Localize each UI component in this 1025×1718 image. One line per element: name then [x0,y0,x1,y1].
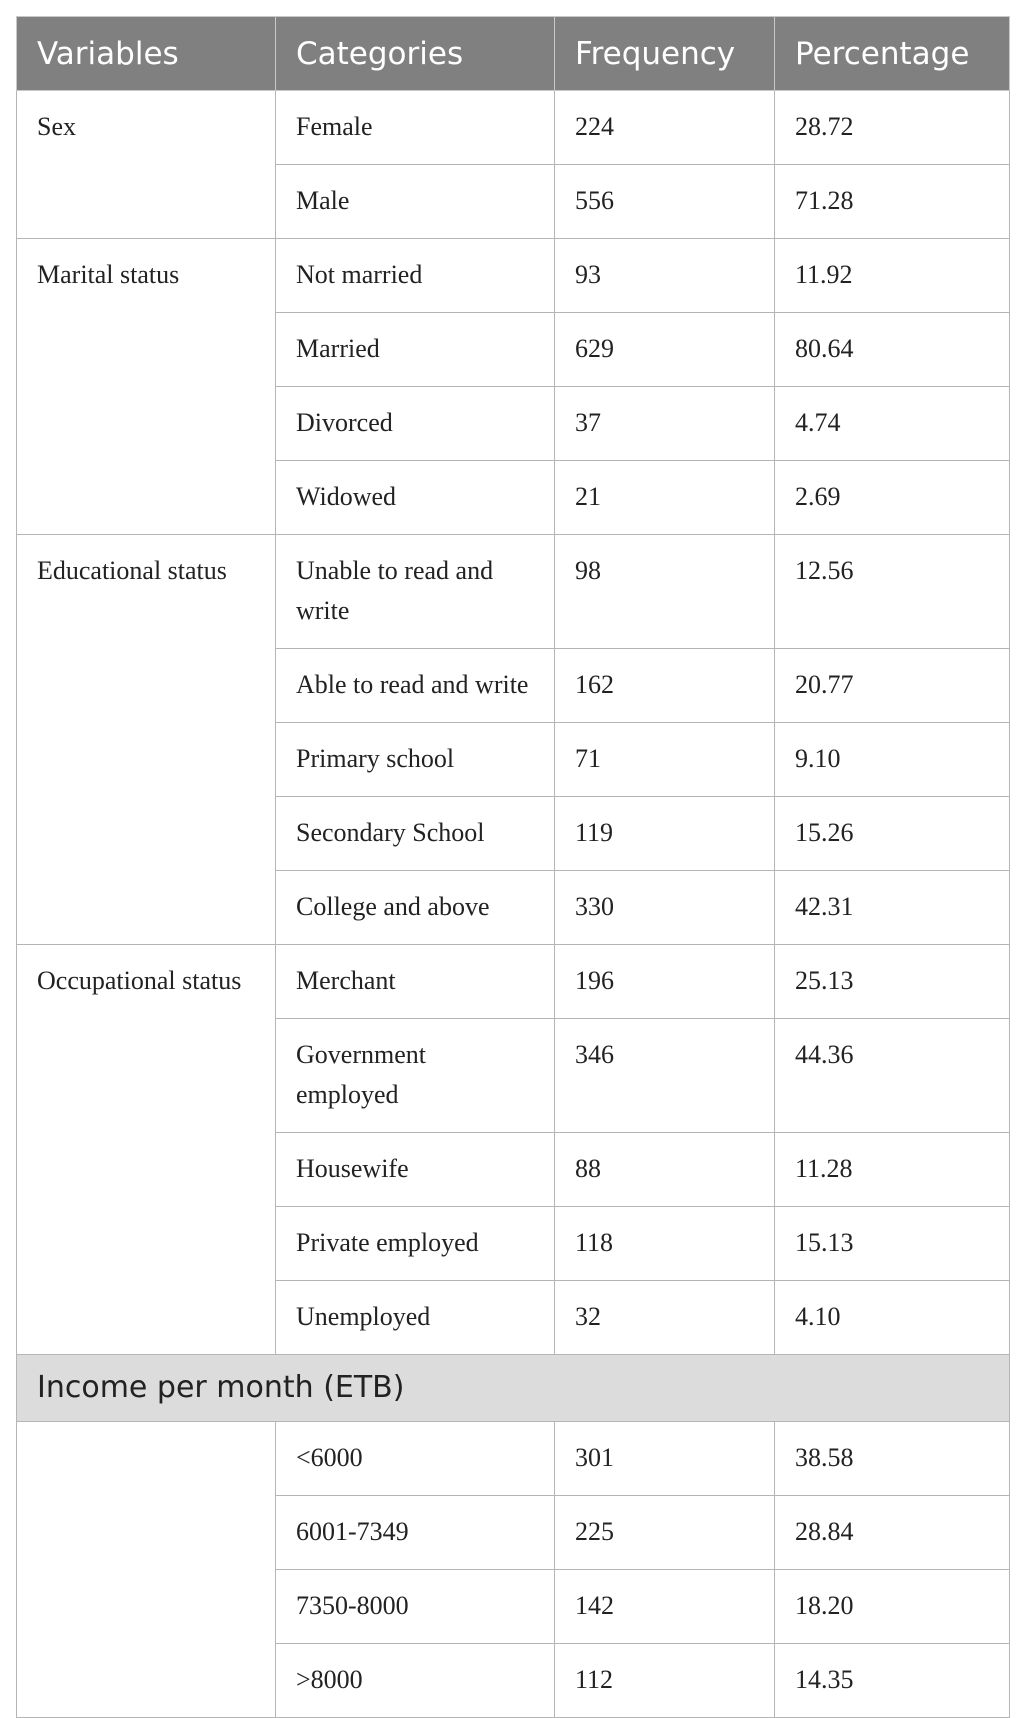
category-cell: Primary school [276,723,555,797]
variable-cell: Marital status [17,239,276,535]
category-cell: Able to read and write [276,649,555,723]
percentage-cell: 15.26 [775,797,1010,871]
percentage-cell: 25.13 [775,945,1010,1019]
category-cell: Married [276,313,555,387]
frequency-cell: 32 [555,1281,775,1355]
frequency-cell: 301 [555,1422,775,1496]
percentage-cell: 20.77 [775,649,1010,723]
percentage-cell: 4.74 [775,387,1010,461]
frequency-cell: 196 [555,945,775,1019]
frequency-cell: 346 [555,1019,775,1133]
category-cell: Female [276,91,555,165]
table-row [17,239,1010,313]
category-cell: College and above [276,871,555,945]
frequency-cell: 556 [555,165,775,239]
variable-cell: Occupational status [17,945,276,1355]
category-cell: Private employed [276,1207,555,1281]
category-cell: >8000 [276,1644,555,1718]
percentage-cell: 4.10 [775,1281,1010,1355]
category-cell: Government employed [276,1019,555,1133]
table-container [16,16,1009,1718]
percentage-cell: 11.28 [775,1133,1010,1207]
percentage-cell: 12.56 [775,535,1010,649]
percentage-cell: 80.64 [775,313,1010,387]
percentage-cell: 11.92 [775,239,1010,313]
variable-cell: Sex [17,91,276,239]
percentage-cell: 44.36 [775,1019,1010,1133]
frequency-cell: 225 [555,1496,775,1570]
table-body [17,91,1010,1718]
percentage-cell: 28.84 [775,1496,1010,1570]
category-cell: <6000 [276,1422,555,1496]
section-row [17,1355,1010,1422]
frequency-cell: 88 [555,1133,775,1207]
frequency-cell: 98 [555,535,775,649]
frequency-cell: 330 [555,871,775,945]
frequency-cell: 118 [555,1207,775,1281]
table-row [17,1422,1010,1496]
frequency-cell: 162 [555,649,775,723]
frequency-cell: 112 [555,1644,775,1718]
category-cell: Divorced [276,387,555,461]
variable-cell [17,1422,276,1718]
table-row [17,535,1010,649]
category-cell: Unable to read and write [276,535,555,649]
frequency-cell: 93 [555,239,775,313]
frequency-cell: 224 [555,91,775,165]
percentage-cell: 14.35 [775,1644,1010,1718]
section-title: Income per month (ETB) [17,1355,1010,1422]
header-categories: Categories [276,17,555,91]
category-cell: 7350-8000 [276,1570,555,1644]
percentage-cell: 38.58 [775,1422,1010,1496]
category-cell: Not married [276,239,555,313]
category-cell: Merchant [276,945,555,1019]
variable-cell: Educational status [17,535,276,945]
category-cell: Widowed [276,461,555,535]
category-cell: Secondary School [276,797,555,871]
table-row [17,945,1010,1019]
header-row [17,17,1010,91]
percentage-cell: 42.31 [775,871,1010,945]
percentage-cell: 18.20 [775,1570,1010,1644]
table-row [17,91,1010,165]
frequency-cell: 629 [555,313,775,387]
header-percentage: Percentage [775,17,1010,91]
category-cell: Male [276,165,555,239]
frequency-cell: 142 [555,1570,775,1644]
frequency-cell: 119 [555,797,775,871]
demographics-table [16,16,1010,1718]
category-cell: Unemployed [276,1281,555,1355]
frequency-cell: 21 [555,461,775,535]
header-variables: Variables [17,17,276,91]
header-frequency: Frequency [555,17,775,91]
percentage-cell: 71.28 [775,165,1010,239]
percentage-cell: 15.13 [775,1207,1010,1281]
frequency-cell: 71 [555,723,775,797]
percentage-cell: 28.72 [775,91,1010,165]
percentage-cell: 9.10 [775,723,1010,797]
frequency-cell: 37 [555,387,775,461]
percentage-cell: 2.69 [775,461,1010,535]
category-cell: Housewife [276,1133,555,1207]
category-cell: 6001-7349 [276,1496,555,1570]
